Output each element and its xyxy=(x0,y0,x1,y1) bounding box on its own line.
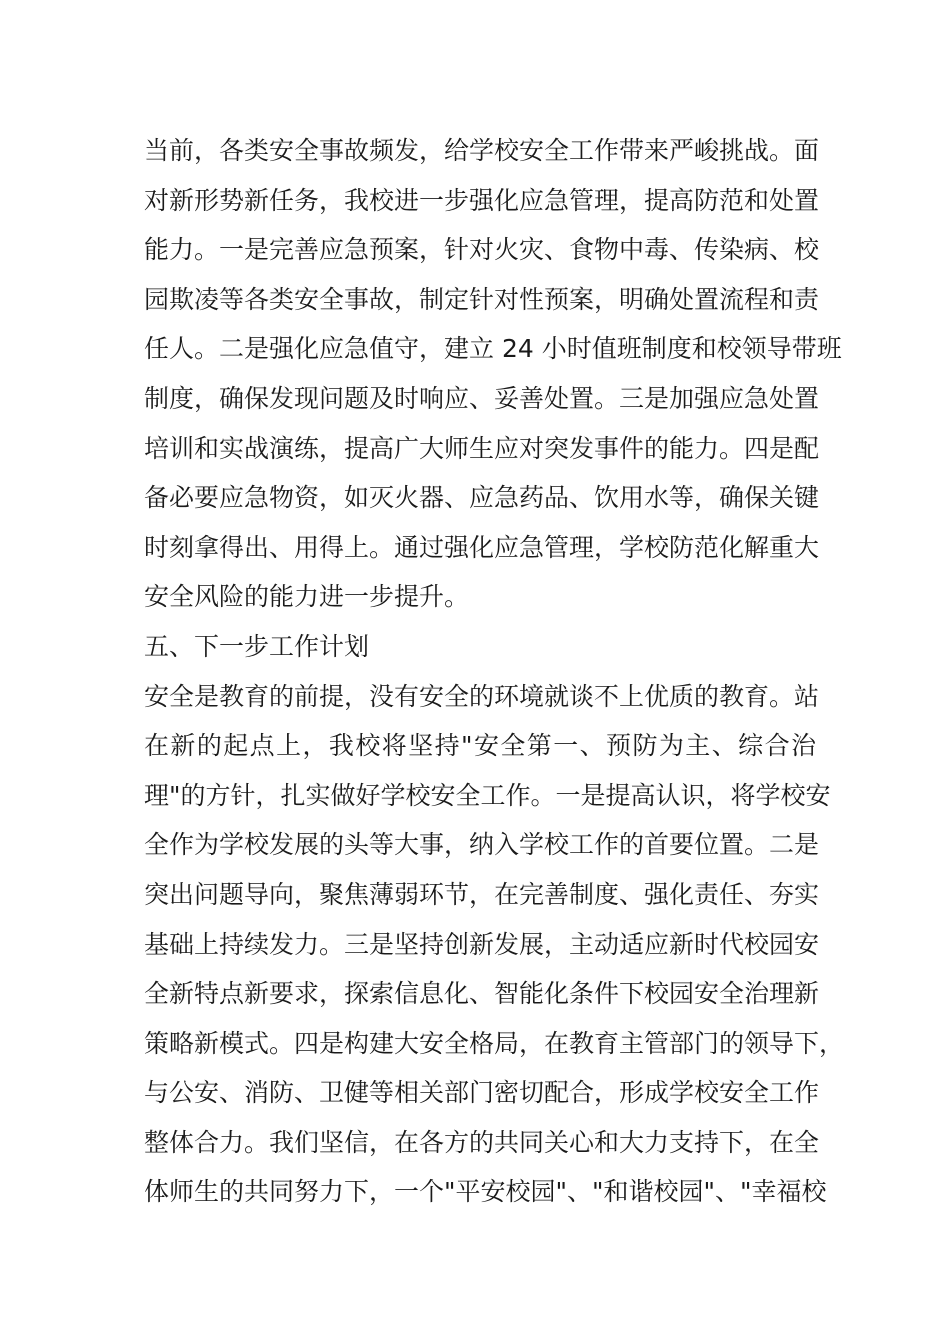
text-line-3: 能力。一是完善应急预案，针对火灾、食物中毒、传染病、校 xyxy=(144,235,820,265)
text-line-5: 任人。二是强化应急值守，建立 24 小时值班制度和校领导带班 xyxy=(144,334,842,364)
section-heading: 五、下一步工作计划 xyxy=(144,631,370,661)
text-line-18: 全新特点新要求，探索信息化、智能化条件下校园安全治理新 xyxy=(144,979,820,1009)
text-line-16: 突出问题导向，聚焦薄弱环节，在完善制度、强化责任、夯实 xyxy=(144,879,820,909)
text-line-15: 全作为学校发展的头等大事，纳入学校工作的首要位置。二是 xyxy=(144,830,820,860)
text-line-19: 策略新模式。四是构建大安全格局，在教育主管部门的领导下， xyxy=(144,1028,845,1058)
text-line-9: 时刻拿得出、用得上。通过强化应急管理，学校防范化解重大 xyxy=(144,532,820,562)
text-line-21: 整体合力。我们坚信，在各方的共同关心和大力支持下，在全 xyxy=(144,1127,820,1157)
text-line-7: 培训和实战演练，提高广大师生应对突发事件的能力。四是配 xyxy=(144,433,820,463)
text-line-8: 备必要应急物资，如灭火器、应急药品、饮用水等，确保关键 xyxy=(144,483,820,513)
text-line-14: 理"的方针，扎实做好学校安全工作。一是提高认识，将学校安 xyxy=(144,780,831,810)
text-line-10: 安全风险的能力进一步提升。 xyxy=(144,582,470,612)
text-line-17: 基础上持续发力。三是坚持创新发展，主动适应新时代校园安 xyxy=(144,929,820,959)
text-line-22: 体师生的共同努力下，一个"平安校园"、"和谐校园"、"幸福校 xyxy=(144,1177,827,1207)
text-line-20: 与公安、消防、卫健等相关部门密切配合，形成学校安全工作 xyxy=(144,1078,820,1108)
text-line-12: 安全是教育的前提，没有安全的环境就谈不上优质的教育。站 xyxy=(144,681,820,711)
text-line-2: 对新形势新任务，我校进一步强化应急管理，提高防范和处置 xyxy=(144,185,820,215)
text-line-13: 在新的起点上，我校将坚持"安全第一、预防为主、综合治 xyxy=(144,731,816,761)
text-line-6: 制度，确保发现问题及时响应、妥善处置。三是加强应急处置 xyxy=(144,383,820,413)
document-body xyxy=(144,126,845,1217)
text-line-1: 当前，各类安全事故频发，给学校安全工作带来严峻挑战。面 xyxy=(144,136,820,165)
text-line-4: 园欺凌等各类安全事故，制定针对性预案，明确处置流程和责 xyxy=(144,284,820,314)
